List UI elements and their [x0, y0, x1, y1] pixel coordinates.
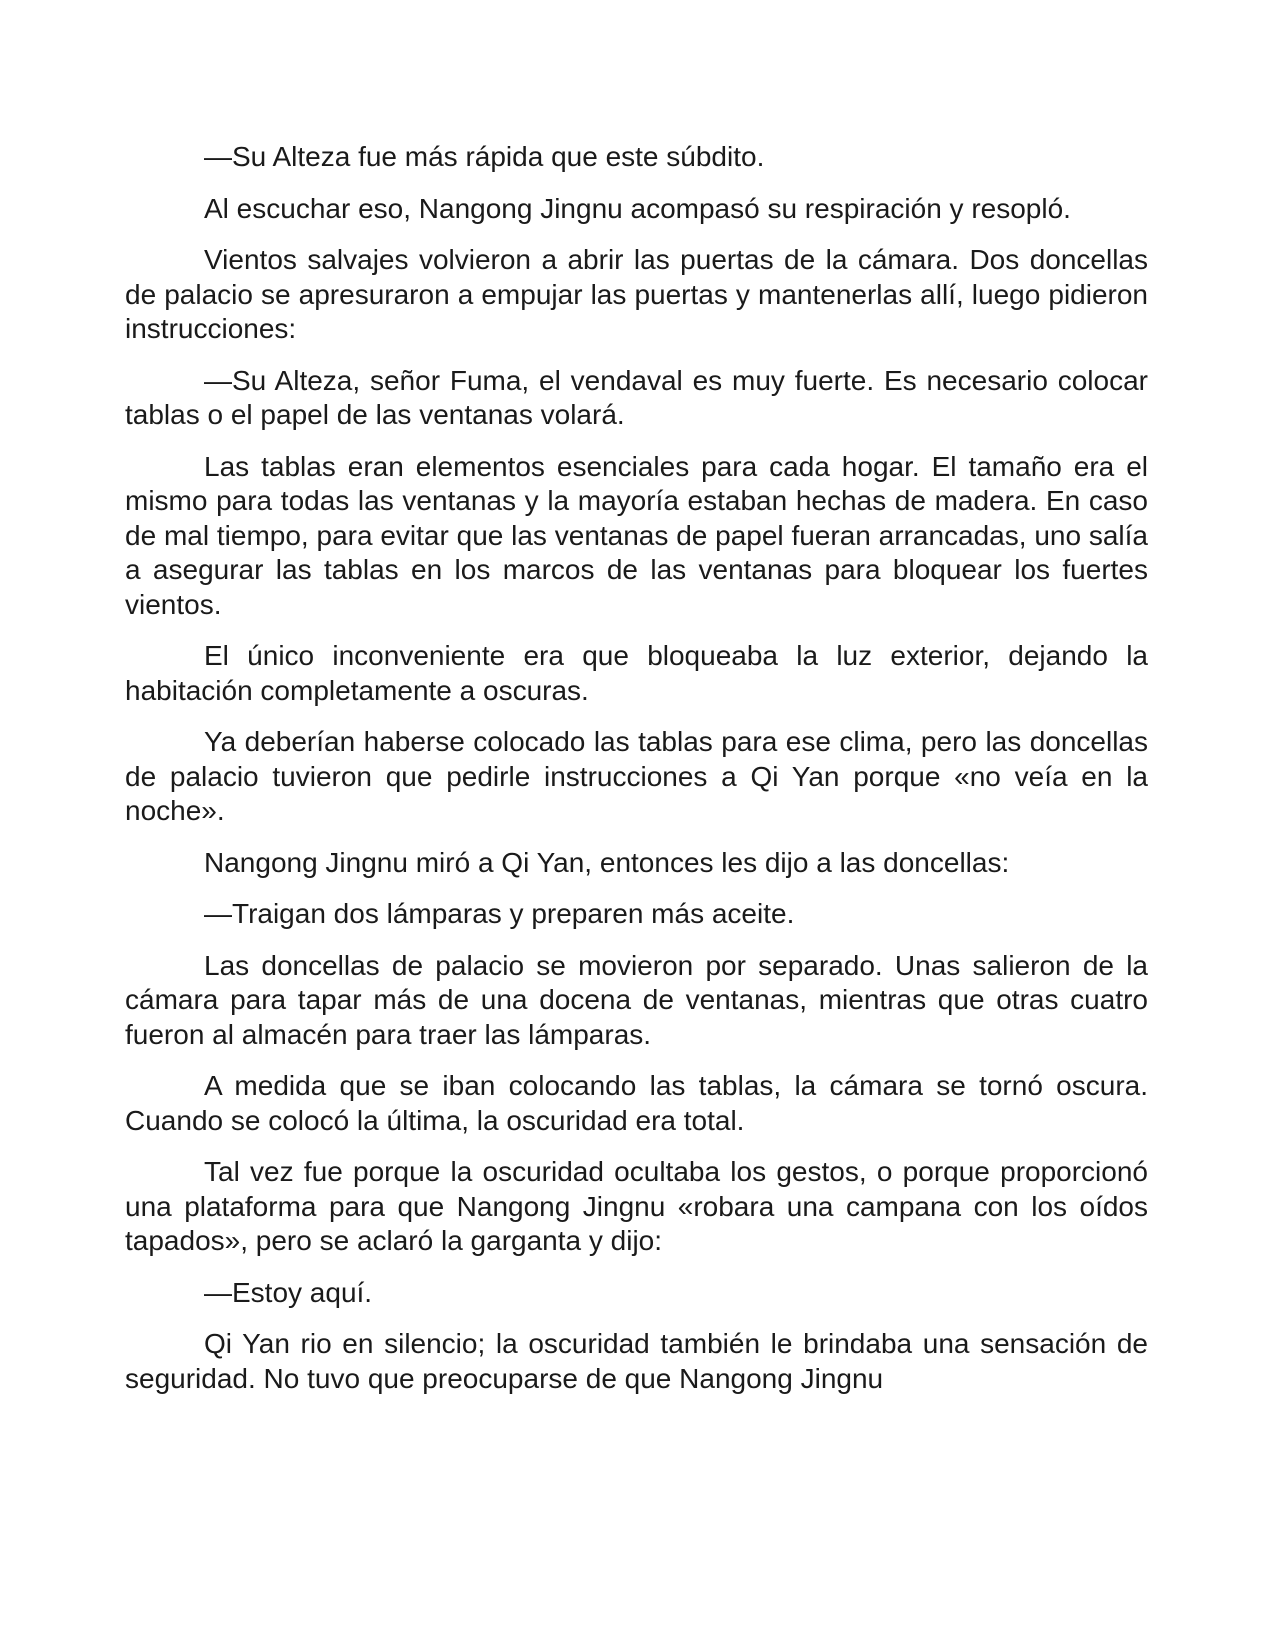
paragraph-4: —Su Alteza, señor Fuma, el vendaval es muy fuerte. Es necesario colocar tablas o el papel de las ventanas volará. — [125, 364, 1148, 430]
paragraph-6: El único inconveniente era que bloqueaba la luz exterior, dejando la habitación completamente a oscuras. — [125, 640, 1148, 706]
paragraph-14: Qi Yan rio en silencio; la oscuridad también le brindaba una sensación de seguridad. No tuvo que preocuparse de que Nangong Jingnu — [125, 1328, 1148, 1394]
paragraph-1: —Su Alteza fue más rápida que este súbdito. — [204, 141, 765, 172]
paragraph-2: Al escuchar eso, Nangong Jingnu acompasó su respiración y resopló. — [204, 192, 1071, 224]
paragraph-5: Las tablas eran elementos esenciales para cada hogar. El tamaño era el mismo para todas las ventanas y la mayoría estaban hechas de madera. En caso de mal tiempo, para evitar que las ventanas de papel fueran arrancadas, uno salía a asegurar las tablas en los marcos de las ventanas para bloquear los fuertes vientos. — [125, 450, 1148, 620]
paragraph-11: A medida que se iban colocando las tablas, la cámara se tornó oscura. Cuando se colocó la última, la oscuridad era total. — [125, 1070, 1148, 1136]
paragraph-3: Vientos salvajes volvieron a abrir las puertas de la cámara. Dos doncellas de palacio se apresuraron a empujar las puertas y mantenerlas allí, luego pidieron instrucciones: — [125, 244, 1148, 344]
paragraph-8: Nangong Jingnu miró a Qi Yan, entonces les dijo a las doncellas: — [204, 846, 1010, 878]
paragraph-10: Las doncellas de palacio se movieron por separado. Unas salieron de la cámara para tapar más de una docena de ventanas, mientras que otras cuatro fueron al almacén para traer las lámparas. — [125, 949, 1148, 1050]
paragraph-12: Tal vez fue porque la oscuridad ocultaba los gestos, o porque proporcionó una plataforma para que Nangong Jingnu «robara una campana con los oídos tapados», pero se aclaró la garganta y dijo: — [125, 1156, 1148, 1256]
paragraph-9: —Traigan dos lámparas y preparen más aceite. — [204, 898, 795, 929]
paragraph-13: —Estoy aquí. — [204, 1276, 373, 1308]
paragraph-7: Ya deberían haberse colocado las tablas para ese clima, pero las doncellas de palacio tuvieron que pedirle instrucciones a Qi Yan porque «no veía en la noche». — [125, 726, 1148, 826]
